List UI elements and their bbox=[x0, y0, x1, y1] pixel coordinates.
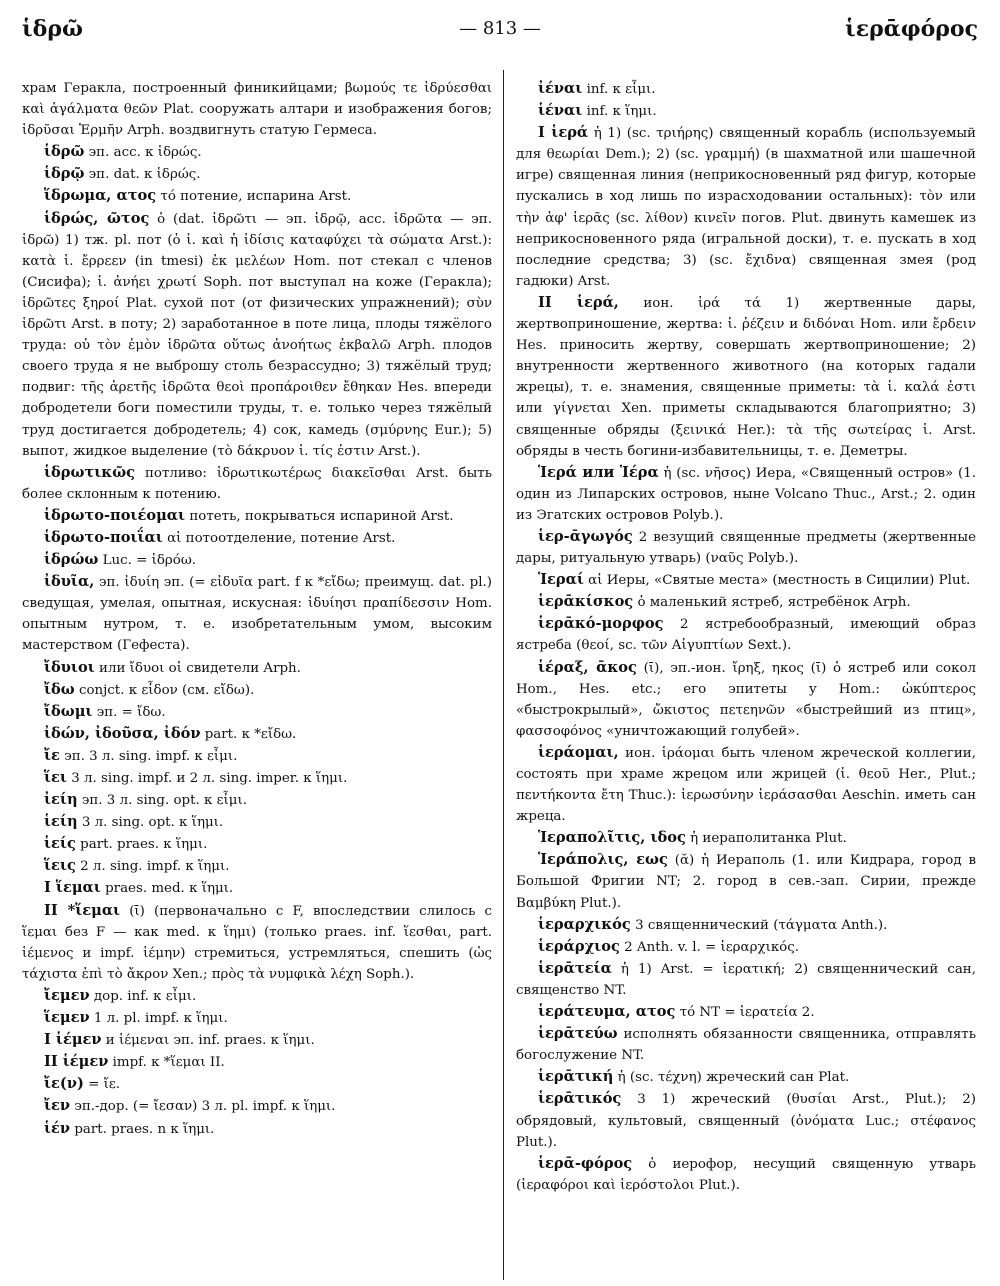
dictionary-entry bbox=[22, 745, 492, 767]
dictionary-entry bbox=[516, 122, 976, 292]
dictionary-entry bbox=[22, 1118, 492, 1140]
entry-definition: 3 1) жреческий (θυσίαι Arst., Plut.); 2) обрядовый, культовый, священный (ὀνόματα Luc.; στέφανος Plut.). bbox=[516, 1092, 976, 1150]
dictionary-entry bbox=[22, 789, 492, 811]
entry-definition: эп. dat. к ἱδρώς. bbox=[88, 167, 201, 183]
dictionary-entry bbox=[22, 549, 492, 571]
entry-definition: (ᾰ) ἡ Иераполь (1. или Кидрара, город в Большой Фригии NT; 2. город в сев.-зап. Сирии, прежде Βαμβύκη Plut.). bbox=[516, 853, 976, 911]
entry-headword: I ἵεμαι bbox=[44, 879, 101, 897]
entry-headword: I ἱερά bbox=[538, 124, 589, 142]
entry-headword: ἰείη bbox=[44, 791, 78, 809]
dictionary-entry bbox=[22, 1073, 492, 1095]
entry-definition: дор. inf. к εἶμι. bbox=[93, 988, 197, 1004]
entry-definition: 3 л. sing. impf. и 2 л. sing. imper. к ἵημι. bbox=[71, 771, 348, 786]
entry-definition: ὁ (dat. ἱδρῶτι — эп. ἱδρῷ, acc. ἱδρῶτα — эп. ἱδρῶ) 1) тж. pl. пот (ὁ ἱ. καὶ ἡ ἰδίσις καταφύχει τὰ σώματα Arst.): κατὰ ἱ. ἔρρεεν (in tmesi) ἐκ μελέων Hom. пот стекал с членов (Сисифа); ἱ. ἀνήει χρωτί Soph. пот выступал на коже (Геракла); ἱδρῶτες ξηροί Plat. сухой пот (от физических упражнений); σὺν ἱδρῶτι Arst. в поту; 2) заработанное в поте лица, плоды тяжёлого труда: οὐ τὸν ἐμὸν ἱδρῶτα οὕτως ἀνοήτως ἐκβαλῶ Arph. плодов своего труда я не выброшу столь безрассудно; 3) тяжёлый труд; подвиг: τῆς ἀρετῆς ἱδρῶτα θεοὶ προπάροιθεν ἔθηκαν Hes. впереди добродетели боги поместили труды, т. е. только через тяжёлый труд достигается добродетель; 4) сок, камедь (σμύρνης Eur.); 5) выпот, жидкое выделение (τὸ δάκρυον ἱ. τίς ἐστιν Arst.). bbox=[22, 211, 492, 459]
dictionary-entry bbox=[516, 1088, 976, 1152]
dictionary-entry bbox=[516, 958, 976, 1001]
entry-definition: эп. 3 л. sing. impf. к εἶμι. bbox=[64, 748, 238, 764]
dictionary-entry bbox=[22, 985, 492, 1007]
entry-definition: 2 везущий священные предметы (жертвенные дары, ритуальную утварь) (ναῦς Polyb.). bbox=[516, 529, 976, 567]
dictionary-entry bbox=[22, 723, 492, 745]
entry-headword: ἱείη bbox=[44, 813, 78, 831]
entry-headword: II *ἵεμαι bbox=[44, 901, 121, 919]
entry-definition: ἡ 1) (sc. τριήρης) священный корабль (используемый для θεωρίαι Dem.); 2) (sc. γραμμή) (в шахматной или шашечной игре) священная линия (неприкосновенный ряд фигур, которые пускались в ход лишь по израсходовании остальных): τὸν или τὴν ἀφ' ἱερᾶς (sc. λίθον) κινεῖν погов. Plut. двинуть камешек из неприкосновенного ряда (игральной доски), т. е. пускать в ход последние средства; 3) (sc. ἔχιδνα) священная змея (род гадюки) Arst. bbox=[516, 126, 976, 289]
dictionary-entry bbox=[516, 742, 976, 827]
dictionary-entry bbox=[516, 569, 976, 591]
entry-definition: αἱ потоотделение, потение Arst. bbox=[167, 530, 396, 546]
dictionary-entry bbox=[516, 591, 976, 613]
dictionary-entry bbox=[516, 78, 976, 100]
entry-definition: (ῑ) (первоначально с F, впоследствии слилось с ἵεμαι без F — как med. к ἵημι) (только praes. inf. ἵεσθαι, part. ἱέμενος и impf. ἱέμην) стремиться, устремляться, спешить (ὡς τάχιστα ἐπὶ τὸ ἄκρον Xen.; πρὸς τὰ νυμφικὰ λέχη Soph.). bbox=[22, 903, 492, 982]
entry-definition: эп. 3 л. sing. opt. к εἶμι. bbox=[81, 793, 248, 809]
entry-definition: ион. ἱρά τά 1) жертвенные дары, жертвоприношение, жертва: ἱ. ῥέζειν и διδόναι Hom. или ἔρδειν Hes. приносить жертву, совершать жертвоприношение; 2) внутренности жертвенного животного (на которых гадали жрецы), т. е. знамения, священные приметы: τὰ ἱ. καλά ἐστι или γίγνεται Xen. приметы складываются благоприятно; 3) священные обряды (ξεινικά Her.): τὰ τῆς σωτείρας ἱ. Arst. обряды в честь богини-избавительницы, т. е. Деметры. bbox=[516, 295, 976, 459]
dictionary-entry bbox=[22, 900, 492, 985]
dictionary-entry bbox=[516, 100, 976, 122]
dictionary-entry bbox=[22, 78, 492, 141]
dictionary-entry bbox=[22, 679, 492, 701]
entry-definition: part. praes. к ἵημι. bbox=[80, 837, 208, 853]
dictionary-entry bbox=[516, 292, 976, 462]
header-left-guideword: ἱδρῶ bbox=[22, 16, 83, 42]
entry-definition: part. к *εἴδω. bbox=[204, 726, 297, 742]
dictionary-entry bbox=[22, 1095, 492, 1117]
entry-headword: Ἱερά или Ἱέρα bbox=[538, 463, 659, 481]
entry-definition: 3 священнический (τάγματα Anth.). bbox=[635, 917, 888, 933]
entry-headword: ἱείς bbox=[44, 835, 76, 853]
entry-headword: ἱδρωτο-ποιΐαι bbox=[44, 528, 163, 546]
entry-definition: 1 л. pl. impf. к ἵημι. bbox=[93, 1011, 228, 1027]
entry-definition: эп. = ἴδω. bbox=[96, 704, 166, 720]
dictionary-entry bbox=[22, 811, 492, 833]
entry-headword: ἴδυιοι bbox=[44, 658, 95, 676]
entry-headword: Ἱεράπολις, εως bbox=[538, 851, 668, 869]
entry-definition: ἡ иераполитанка Plut. bbox=[690, 831, 847, 847]
dictionary-entry bbox=[516, 526, 976, 569]
entry-definition: part. praes. n к ἵημι. bbox=[74, 1121, 215, 1137]
dictionary-entry bbox=[22, 208, 492, 462]
entry-definition: αἱ Иеры, «Святые места» (местность в Сицилии) Plut. bbox=[588, 573, 971, 589]
entry-headword: ἴδω bbox=[44, 680, 75, 698]
entry-definition: ион. ἱράομαι быть членом жреческой коллегии, состоять при храме жрецом или жрицей (ἱ. θεοῦ Her., Plut.; πεντήκοντα ἔτη Thuc.): ἱερωσύνην ἱεράσασθαι Aeschin. иметь сан жреца. bbox=[516, 745, 976, 825]
entry-headword: ἴεν bbox=[44, 1097, 71, 1115]
entry-headword: ἱδρώω bbox=[44, 551, 99, 569]
column-divider bbox=[503, 70, 504, 1280]
entry-headword: ἱεραρχικός bbox=[538, 915, 631, 933]
entry-definition: conjct. к εἶδον (см. εἴδω). bbox=[78, 682, 255, 698]
entry-headword: ἴεμεν bbox=[44, 986, 90, 1004]
entry-headword: ἰδών, ἰδοῦσα, ἰδόν bbox=[44, 724, 201, 742]
entry-definition: 3 л. sing. opt. к ἵημι. bbox=[81, 815, 224, 831]
entry-headword: ἱερᾱτική bbox=[538, 1068, 614, 1086]
entry-definition: 2 ястребообразный, имеющий образ ястреба (θεοί, sc. τῶν Αἰγυπτίων Sext.). bbox=[516, 617, 976, 654]
entry-definition: 2 л. sing. impf. к ἵημι. bbox=[80, 859, 230, 875]
entry-definition: потеть, покрываться испариной Arst. bbox=[189, 508, 454, 524]
dictionary-entry bbox=[516, 1023, 976, 1066]
left-column bbox=[22, 78, 492, 1140]
dictionary-entry bbox=[516, 462, 976, 526]
dictionary-entry bbox=[516, 1001, 976, 1023]
entry-headword: ἱερᾱκίσκος bbox=[538, 593, 634, 611]
entry-headword: II ἱερά, bbox=[538, 293, 619, 311]
dictionary-entry bbox=[22, 1029, 492, 1051]
entry-headword: ἱερᾱ-φόρος bbox=[538, 1154, 633, 1172]
dictionary-entry bbox=[22, 833, 492, 855]
entry-headword: ἱδρωτικῶς bbox=[44, 463, 135, 481]
entry-definition: ὁ иерофор, несущий священную утварь (ἱεραφόροι καὶ ἱερόστολοι Plut.). bbox=[516, 1156, 976, 1193]
entry-headword: ἱδρῶ bbox=[44, 143, 85, 161]
entry-definition: ἡ (sc. νῆσος) Иера, «Священный остров» (1. один из Липарских островов, ныне Volcano Thuc., Arst.; 2. один из Эгатских островов Polyb.). bbox=[516, 465, 976, 523]
entry-definition: = ἴε. bbox=[88, 1077, 121, 1093]
dictionary-entry bbox=[22, 855, 492, 877]
page-number: — 813 — bbox=[459, 18, 541, 39]
entry-headword: ἱερᾱτικός bbox=[538, 1090, 622, 1108]
entry-headword: ἱέν bbox=[44, 1119, 71, 1137]
page-header bbox=[0, 0, 1000, 48]
dictionary-entry bbox=[516, 613, 976, 656]
entry-headword: Ἱεραπολῖτις, ιδος bbox=[538, 829, 686, 847]
entry-headword: ἵδρωμα, ατος bbox=[44, 187, 157, 205]
dictionary-entry bbox=[516, 1153, 976, 1196]
entry-definition: inf. к ἵημι. bbox=[586, 104, 657, 120]
entry-headword: ἱέραξ, ᾱκος bbox=[538, 658, 637, 676]
entry-headword: ἴε(ν) bbox=[44, 1075, 84, 1093]
dictionary-entry bbox=[516, 827, 976, 849]
entry-headword: ἱερ-ᾱγωγός bbox=[538, 527, 633, 545]
entry-definition: 2 Anth. v. l. = ἱεραρχικός. bbox=[624, 939, 799, 955]
entry-definition: ἡ (sc. τέχνη) жреческий сан Plat. bbox=[617, 1070, 850, 1086]
entry-definition: потливо: ἱδρωτικωτέρως διακεῖσθαι Arst. быть более склонным к потению. bbox=[22, 465, 492, 502]
entry-headword: I ἱέμεν bbox=[44, 1031, 102, 1049]
entry-definition: Luc. = ἱδρόω. bbox=[102, 553, 196, 569]
dictionary-entry bbox=[22, 505, 492, 527]
entry-headword: ἱερᾱτεύω bbox=[538, 1025, 618, 1043]
dictionary-entry bbox=[22, 767, 492, 789]
entry-headword: ἱέναι bbox=[538, 102, 583, 120]
entry-headword: ἴδωμι bbox=[44, 702, 93, 720]
entry-definition: τό NT = ἱερατεία 2. bbox=[679, 1005, 815, 1021]
entry-definition: или ἴδυοι οἱ свидетели Arph. bbox=[99, 660, 301, 676]
entry-definition: эп. ἰδυίη эп. (= εἰδυῖα part. f к *εἴδω; преимущ. dat. pl.) сведущая, умелая, опытная, искусная: ἰδυίησι πραπίδεσσιν Hom. опытным нутром, т. е. изобретательным умом, высоким мастерством (Гефеста). bbox=[22, 575, 492, 654]
entry-definition: и ἱέμεναι эп. inf. praes. к ἵημι. bbox=[105, 1033, 315, 1049]
dictionary-entry bbox=[22, 185, 492, 207]
dictionary-entry bbox=[22, 657, 492, 679]
dictionary-entry bbox=[22, 701, 492, 723]
entry-headword: ἱεράρχιος bbox=[538, 937, 620, 955]
entry-headword: ἰδυῖα, bbox=[44, 573, 95, 591]
entry-headword: ἱερᾱκό-μορφος bbox=[538, 615, 664, 633]
entry-definition: (ῑ), эп.-ион. ἴρηξ, ηκος (ῑ) ὁ ястреб или сокол Hom., Hes. etc.; его эпитеты у Hom.: ὠκύπτερος «быстрокрылый», ὤκιστος πετεηνῶν «быстрейший из птиц», φασσοφόνος «уничтожающий голубей». bbox=[516, 660, 977, 739]
dictionary-entry bbox=[516, 849, 976, 913]
header-right-guideword: ἱερᾱφόρος bbox=[845, 16, 978, 42]
dictionary-entry bbox=[22, 141, 492, 163]
dictionary-entry bbox=[516, 1066, 976, 1088]
entry-definition: эп.-дор. (= ἴεσαν) 3 л. pl. impf. к ἵημι. bbox=[74, 1099, 336, 1115]
dictionary-entry bbox=[22, 163, 492, 185]
entry-definition: ἡ 1) Arst. = ἱερατική; 2) священнический сан, священство NT. bbox=[516, 961, 976, 998]
entry-definition: ὁ маленький ястреб, ястребёнок Arph. bbox=[637, 595, 911, 611]
entry-headword: II ἱέμεν bbox=[44, 1053, 109, 1071]
entry-definition: храм Геракла, построенный финикийцами; βωμούς τε ἱδρύεσθαι καὶ ἀγάλματα θεῶν Plat. сооружать алтари и изображения богов; ἱδρῦσαι Ἑρμῆν Arph. воздвигнуть статую Гермеса. bbox=[22, 81, 492, 139]
entry-definition: inf. к εἶμι. bbox=[586, 82, 656, 97]
entry-headword: ἴε bbox=[44, 746, 60, 764]
entry-headword: ἱδρῷ bbox=[44, 165, 85, 183]
dictionary-entry bbox=[22, 877, 492, 899]
dictionary-entry bbox=[516, 657, 976, 742]
entry-definition: эп. acc. к ἱδρώς. bbox=[88, 145, 202, 161]
entry-headword: ἵει bbox=[44, 769, 67, 786]
entry-headword: Ἱεραί bbox=[538, 571, 584, 589]
entry-headword: ἱεράομαι, bbox=[538, 743, 619, 761]
dictionary-entry bbox=[22, 1051, 492, 1073]
right-column bbox=[516, 78, 976, 1196]
entry-definition: impf. к *ἵεμαι II. bbox=[112, 1055, 225, 1071]
entry-headword: ἱερᾱτεία bbox=[538, 959, 612, 977]
entry-headword: ἱδρώς, ῶτος bbox=[44, 209, 150, 227]
dictionary-entry bbox=[22, 462, 492, 505]
entry-headword: ἱεράτευμα, ατος bbox=[538, 1003, 676, 1021]
entry-headword: ἵεμεν bbox=[44, 1009, 90, 1027]
entry-headword: ἱδρωτο-ποιέομαι bbox=[44, 506, 186, 524]
dictionary-entry bbox=[516, 914, 976, 936]
dictionary-entry bbox=[22, 527, 492, 549]
dictionary-entry bbox=[22, 1007, 492, 1029]
entry-headword: ἰέναι bbox=[538, 80, 583, 97]
dictionary-entry bbox=[516, 936, 976, 958]
entry-definition: τό потение, испарина Arst. bbox=[160, 189, 352, 205]
entry-headword: ἵεις bbox=[44, 857, 76, 875]
entry-definition: praes. med. к ἵημι. bbox=[105, 881, 234, 897]
dictionary-entry bbox=[22, 571, 492, 656]
entry-definition: исполнять обязанности священника, отправлять богослужение NT. bbox=[516, 1027, 976, 1064]
